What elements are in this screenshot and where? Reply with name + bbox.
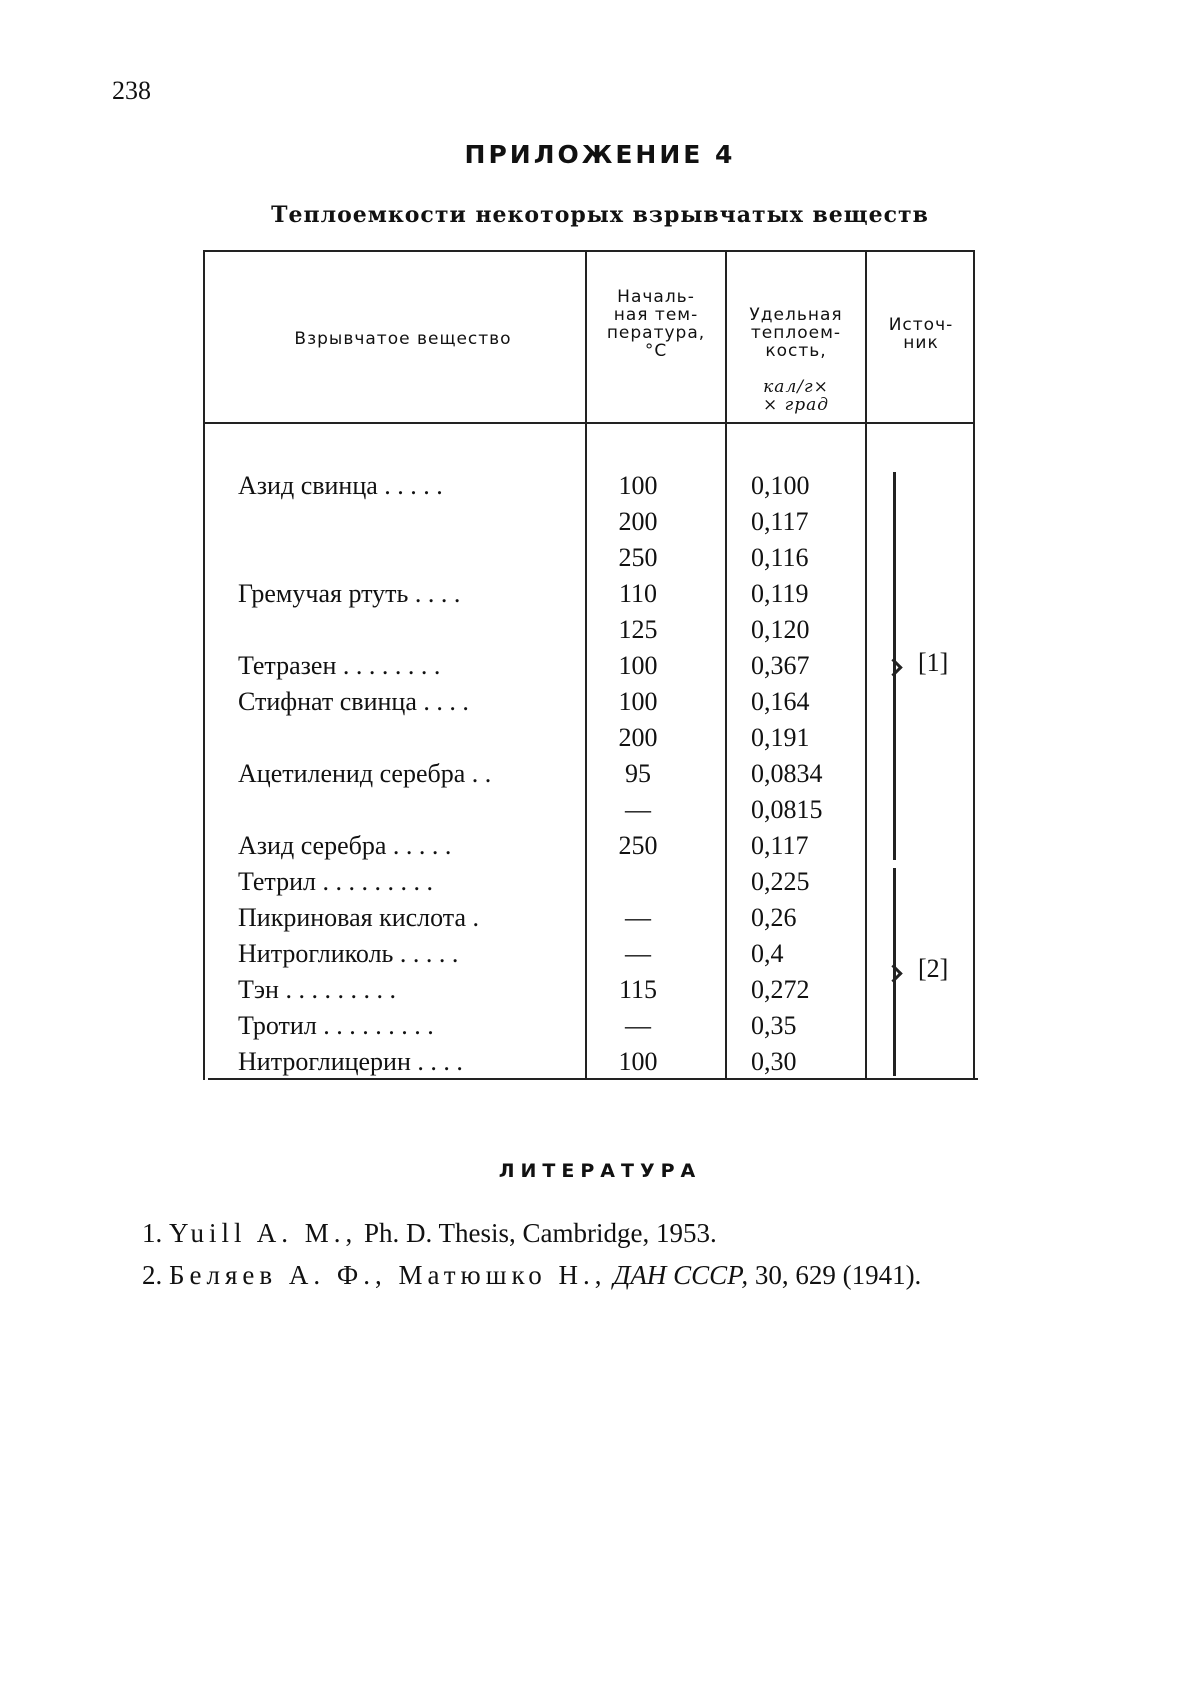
table-top-rule	[203, 250, 975, 252]
cell-substance: Нитрогликоль . . . . .	[238, 939, 459, 968]
table-row	[203, 864, 978, 900]
cell-substance: Ацетиленид серебра . .	[238, 759, 492, 788]
cell-substance: Тротил . . . . . . . . .	[238, 1011, 434, 1040]
table-row	[203, 936, 978, 972]
cell-substance: Гремучая ртуть . . . .	[238, 579, 461, 608]
table-row	[203, 720, 978, 756]
cell-heat-capacity: 0,0834	[751, 759, 823, 788]
cell-temperature: 200	[618, 723, 658, 752]
cell-substance: Азид серебра . . . . .	[238, 831, 452, 860]
table-caption: Теплоемкости некоторых взрывчатых веществ	[271, 202, 929, 228]
source-reference: [1]	[918, 648, 949, 677]
table-row	[203, 468, 978, 504]
reference-number: 2.	[142, 1260, 163, 1290]
table-row	[203, 900, 978, 936]
cell-heat-capacity: 0,367	[751, 651, 810, 680]
cell-heat-capacity: 0,100	[751, 471, 810, 500]
cell-temperature: 100	[618, 687, 658, 716]
cell-heat-capacity: 0,116	[751, 543, 809, 572]
cell-heat-capacity: 0,119	[751, 579, 809, 608]
header-heat-capacity	[728, 288, 864, 414]
cell-substance: Стифнат свинца . . . .	[238, 687, 469, 716]
cell-temperature: 115	[618, 975, 658, 1004]
reference-journal: ДАН СССР,	[613, 1260, 749, 1290]
page-number: 238	[112, 76, 151, 105]
cell-heat-capacity: 0,35	[751, 1011, 797, 1040]
cell-heat-capacity: 0,120	[751, 615, 810, 644]
cell-heat-capacity: 0,0815	[751, 795, 823, 824]
cell-heat-capacity: 0,191	[751, 723, 810, 752]
cell-heat-capacity: 0,30	[751, 1047, 797, 1076]
table-row	[203, 756, 978, 792]
cell-temperature: 200	[618, 507, 658, 536]
cell-temperature: —	[625, 795, 651, 824]
cell-temperature: 100	[618, 651, 658, 680]
table-row	[203, 972, 978, 1008]
cell-substance: Тэн . . . . . . . . .	[238, 975, 396, 1004]
heat-capacity-table	[203, 250, 978, 1085]
cell-temperature: —	[625, 939, 651, 968]
table-row	[203, 1008, 978, 1044]
table-row	[203, 1044, 978, 1080]
appendix-title: ПРИЛОЖЕНИЕ 4	[464, 140, 736, 169]
reference-1	[142, 1218, 717, 1249]
literature-heading: ЛИТЕРАТУРА	[498, 1160, 702, 1182]
cell-substance: Нитроглицерин . . . .	[238, 1047, 463, 1076]
header-heat-capacity-label: Удельная теплоем- кость,	[749, 305, 843, 361]
cell-temperature: 100	[618, 1047, 658, 1076]
table-row	[203, 576, 978, 612]
cell-substance: Азид свинца . . . . .	[238, 471, 443, 500]
table-row	[203, 828, 978, 864]
cell-temperature: 100	[618, 471, 658, 500]
reference-authors: Беляев А. Ф., Матюшко Н.,	[169, 1260, 607, 1290]
cell-heat-capacity: 0,117	[751, 507, 809, 536]
header-temperature: Началь- ная тем- пература, °C	[606, 287, 706, 361]
cell-temperature: —	[625, 1011, 651, 1040]
source-reference: [2]	[918, 954, 949, 983]
cell-temperature: —	[625, 903, 651, 932]
cell-substance: Пикриновая кислота .	[238, 903, 480, 932]
table-row	[203, 612, 978, 648]
cell-substance: Тетрил . . . . . . . . .	[238, 867, 433, 896]
header-substance: Взрывчатое вещество	[294, 329, 512, 349]
cell-temperature: 125	[618, 615, 658, 644]
cell-substance: Тетразен . . . . . . . .	[238, 651, 441, 680]
cell-heat-capacity: 0,117	[751, 831, 809, 860]
table-row	[203, 540, 978, 576]
table-row	[203, 792, 978, 828]
reference-details: Ph. D. Thesis, Cambridge, 1953.	[364, 1218, 717, 1248]
cell-heat-capacity: 0,164	[751, 687, 810, 716]
cell-heat-capacity: 0,4	[751, 939, 784, 968]
cell-temperature: 95	[625, 759, 651, 788]
cell-heat-capacity: 0,225	[751, 867, 810, 896]
reference-2	[142, 1260, 921, 1291]
reference-authors: Yuill A. M.,	[169, 1218, 358, 1248]
header-heat-capacity-unit: кал/г× × град	[762, 377, 830, 415]
cell-heat-capacity: 0,272	[751, 975, 810, 1004]
header-source: Источ- ник	[888, 315, 954, 353]
reference-details: 30, 629 (1941).	[754, 1260, 922, 1290]
cell-heat-capacity: 0,26	[751, 903, 797, 932]
table-row	[203, 504, 978, 540]
table-row	[203, 684, 978, 720]
cell-temperature: 250	[618, 543, 658, 572]
reference-number: 1.	[142, 1218, 163, 1248]
table-row	[203, 648, 978, 684]
cell-temperature: 250	[618, 831, 658, 860]
cell-temperature: 110	[618, 579, 658, 608]
table-header-rule	[203, 422, 975, 424]
